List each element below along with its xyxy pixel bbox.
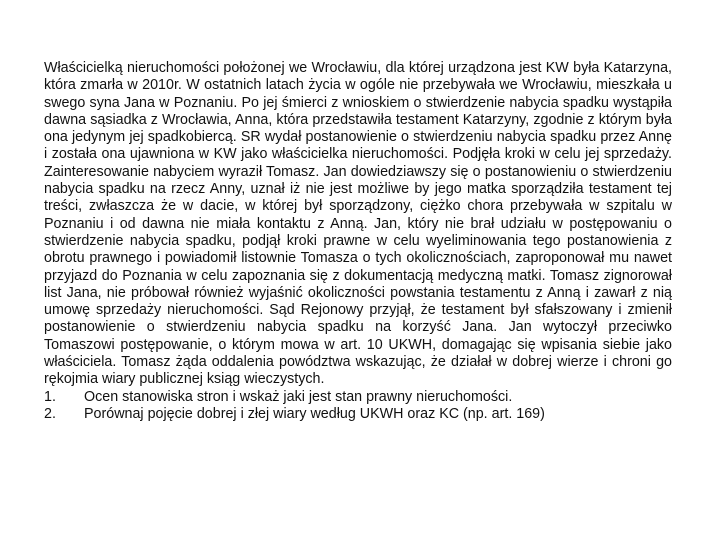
case-paragraph: Właścicielką nieruchomości położonej we Wrocławiu, dla której urządzona jest KW była Katarzyna, która zmarła w 2010r. W ostatnich latach życia w ogóle nie przebywała we Wrocławiu, mieszkała u swego syna Jana w Poznaniu. Po jej śmierci z wnioskiem o stwierdzenie nabycia spadku wystąpiła dawna sąsiadka z Wrocławia, Anna, która przedstawiła testament Katarzyny, zgodnie z którym była ona jedynym jej spadkobiercą. SR wydał postanowienie o stwierdzeniu nabycia spadku przez Annę i została ona ujawniona w KW jako właścicielka nieruchomości. Podjęła kroki w celu jej sprzedaży. Zainteresowanie nabyciem wyraził Tomasz. Jan dowiedziawszy się o postanowieniu o stwierdzeniu nabycia spadku na rzecz Anny, uznał iż nie jest możliwe by jego matka sporządziła testament tej treści, zwłaszcza że w dacie, w której był sporządzony, ciężko chora przebywała w szpitalu w Poznaniu i od dawna nie miała kontaktu z Anną. Jan, który nie brał udziału w postępowaniu o stwierdzenie nabycia spadku, podjął kroki prawne w celu wyeliminowania tego postanowienia z obrotu prawnego i powiadomił listownie Tomasza o tych okolicznościach, zaproponował mu nawet przyjazd do Poznania w celu zapoznania się z dokumentacją medyczną matki. Tomasz zignorował list Jana, nie próbował również wyjaśnić okoliczności powstania testamentu z Anną i zawarł z nią umowę sprzedaży nieruchomości. Sąd Rejonowy przyjął, że testament był sfałszowany i zmienił postanowienie o stwierdzeniu nabycia spadku na korzyść Jana. Jan wytoczył przeciwko Tomaszowi postępowanie, o którym mowa w art. 10 UKWH, domagając się wpisania siebie jako właściciela. Tomasz żąda oddalenia powództwa wskazując, że działał w dobrej wierze i chroni go rękojmia wiary publicznej ksiąg wieczystych. bbox=[44, 60, 672, 388]
question-item bbox=[44, 389, 672, 406]
question-number: 2. bbox=[44, 405, 56, 422]
questions-list bbox=[44, 389, 672, 424]
question-item bbox=[44, 406, 672, 423]
case-text-block bbox=[44, 60, 672, 423]
question-text: Porównaj pojęcie dobrej i złej wiary według UKWH oraz KC (np. art. 169) bbox=[84, 405, 545, 422]
question-number: 1. bbox=[44, 388, 56, 405]
question-text: Ocen stanowiska stron i wskaż jaki jest stan prawny nieruchomości. bbox=[84, 388, 513, 405]
